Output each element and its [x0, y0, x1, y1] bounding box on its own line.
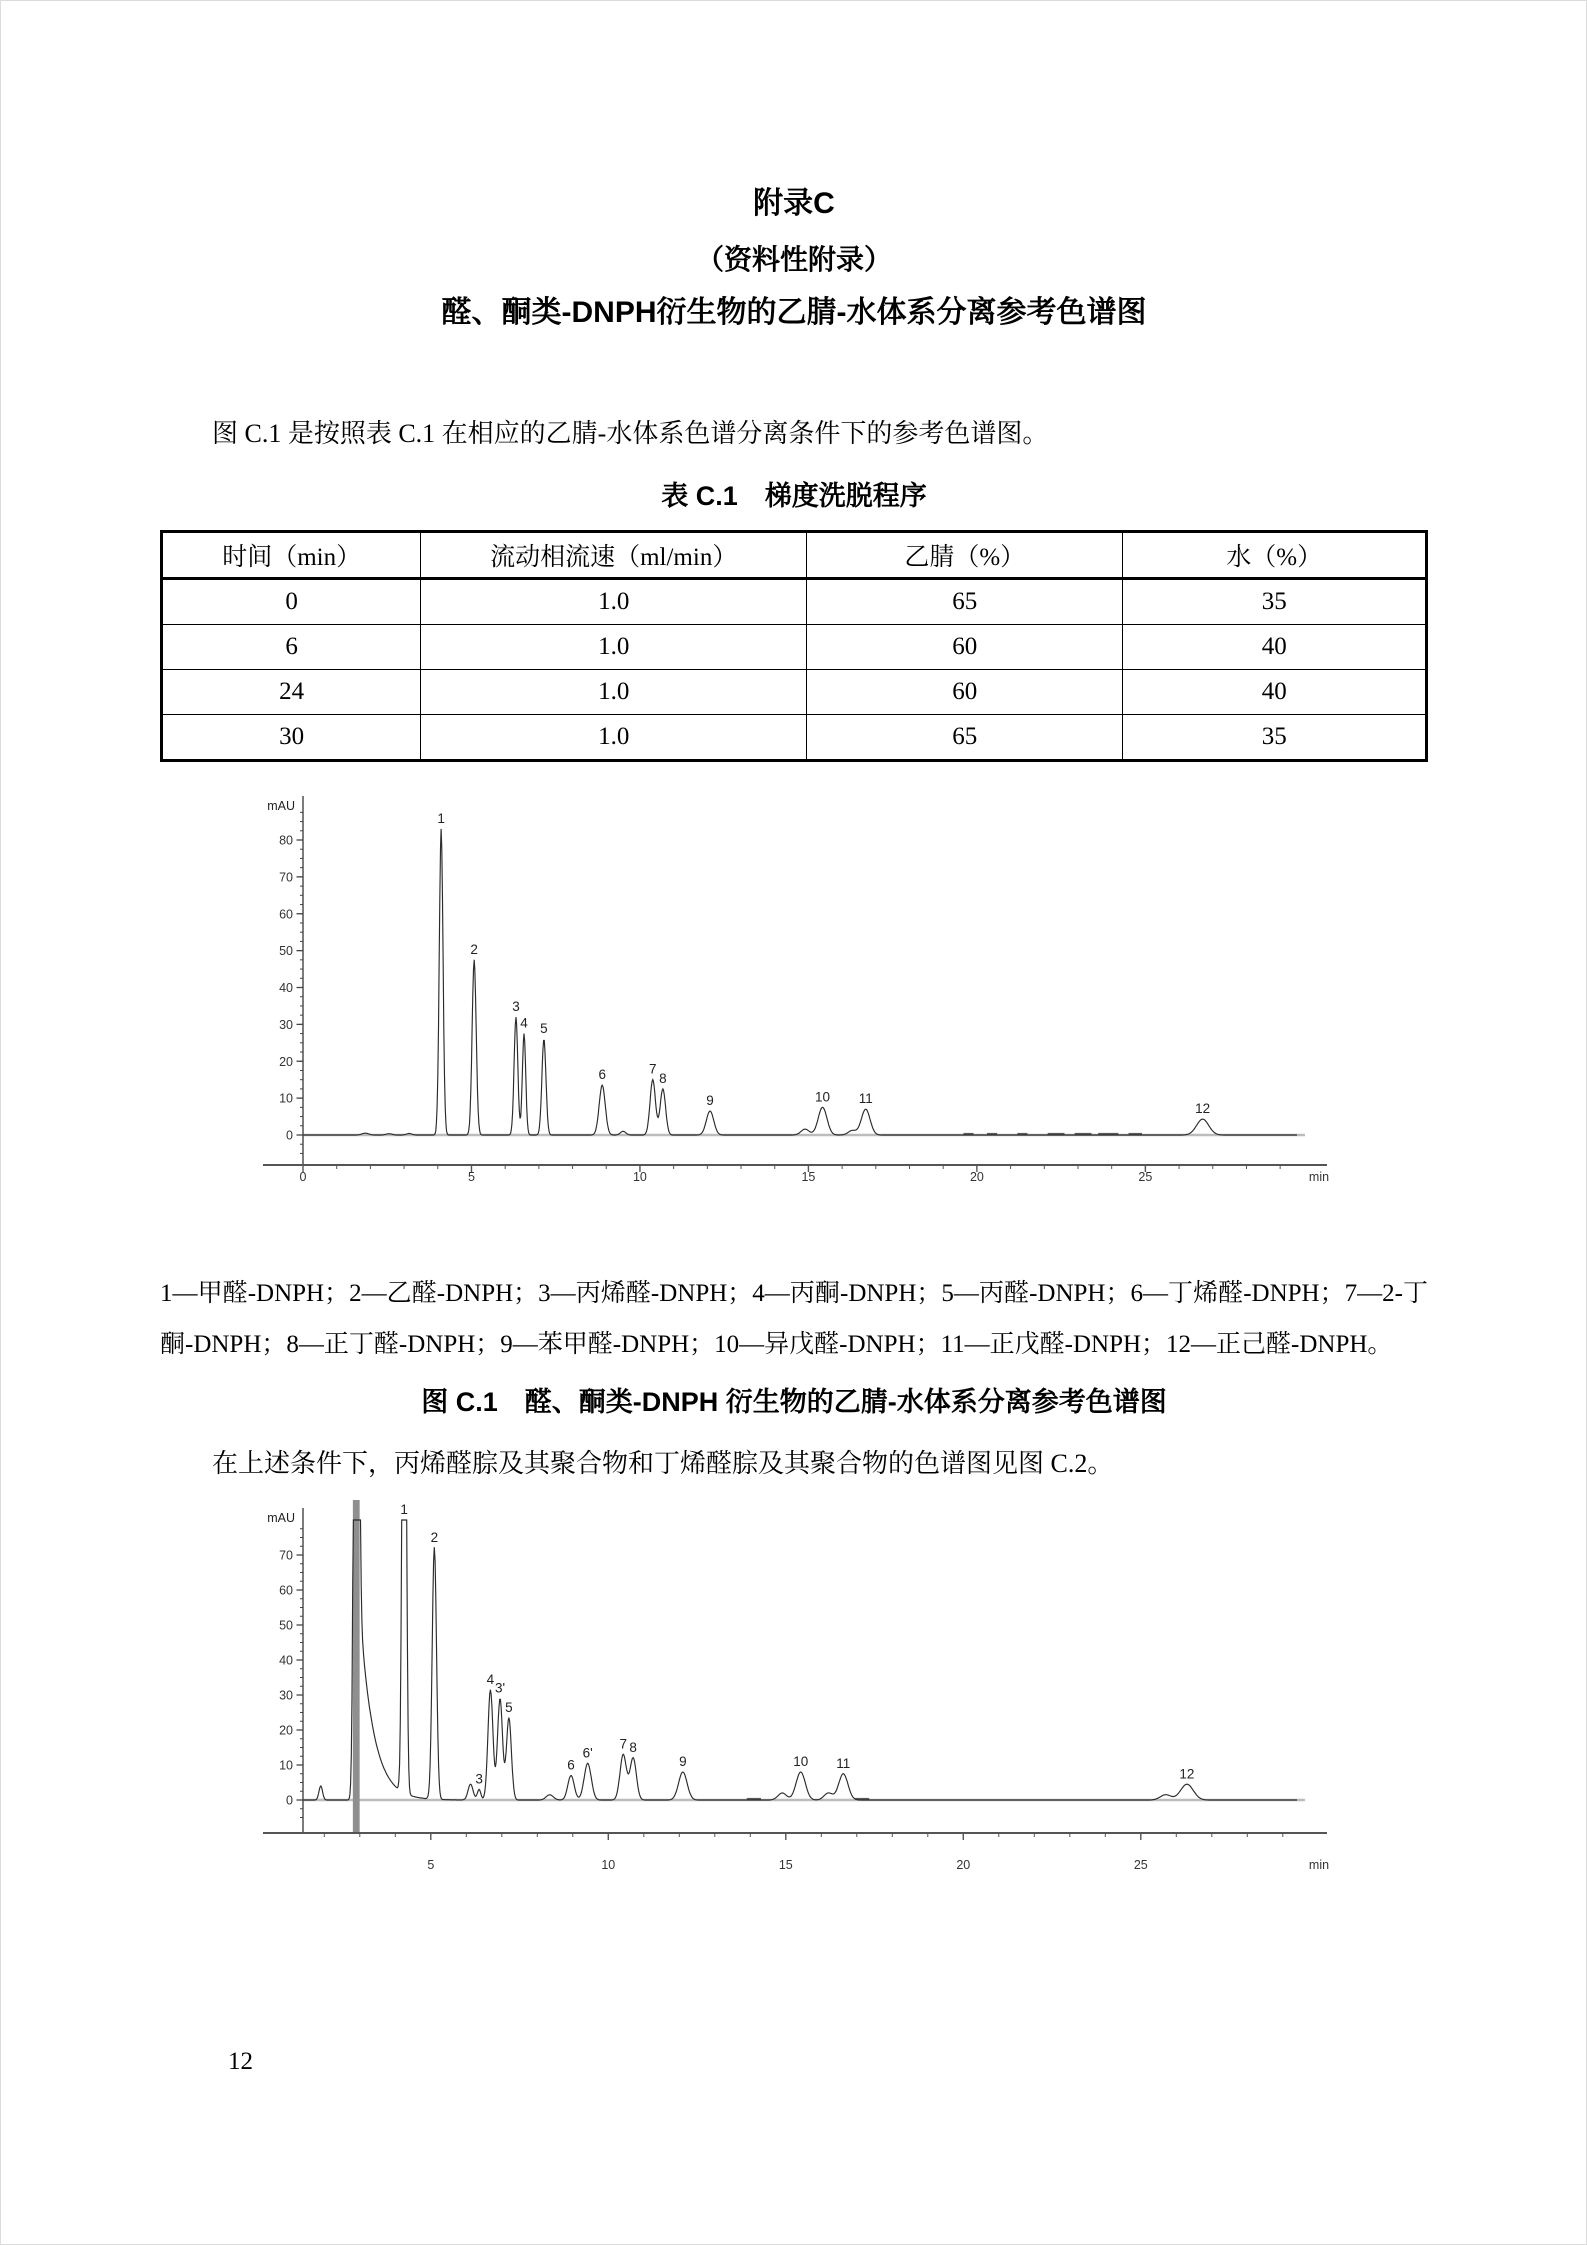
- peak-label: 10: [793, 1754, 809, 1769]
- trace: [303, 829, 1297, 1135]
- y-axis-unit-label: mAU: [267, 799, 295, 813]
- peak-label: 5: [540, 1021, 548, 1037]
- x-tick-label: 0: [299, 1170, 307, 1184]
- table-row: [162, 625, 1427, 670]
- table-cell: 6: [162, 625, 421, 670]
- x-tick-label: 10: [632, 1170, 647, 1184]
- y-tick-label: 30: [279, 1688, 293, 1703]
- figure-caption: 图 C.1 醛、酮类-DNPH 衍生物的乙腈-水体系分离参考色谱图: [421, 1387, 1167, 1417]
- y-tick-label: 70: [279, 1548, 293, 1563]
- y-tick-label: 40: [279, 1653, 293, 1668]
- table-cell: 40: [1123, 670, 1427, 715]
- chromatogram-figure-1: [255, 788, 1335, 1195]
- table-cell: 1.0: [421, 670, 807, 715]
- y-tick-label: 50: [279, 1618, 293, 1633]
- appendix-heading: 醛、酮类-DNPH衍生物的乙腈-水体系分离参考色谱图: [441, 296, 1147, 329]
- peak-label: 1: [437, 810, 445, 826]
- x-axis-unit-label: min: [1308, 1170, 1330, 1184]
- table-row: [162, 579, 1427, 625]
- peak-label: 11: [836, 1755, 851, 1771]
- x-tick-label: 15: [801, 1170, 816, 1184]
- y-tick-label: 0: [286, 1793, 293, 1808]
- table-row: [162, 715, 1427, 761]
- page-number: 12: [228, 2048, 253, 2075]
- y-tick-label: 40: [279, 981, 293, 995]
- x-tick-label: 25: [1138, 1170, 1153, 1184]
- peak-label: 8: [659, 1070, 667, 1086]
- intro-paragraph-1: 图 C.1 是按照表 C.1 在相应的乙腈-水体系色谱分离条件下的参考色谱图。: [212, 419, 1049, 448]
- table-cell: 1.0: [421, 579, 807, 625]
- peak-label: 1: [400, 1502, 408, 1517]
- table-cell: 35: [1123, 715, 1427, 761]
- x-tick-label: 5: [427, 1858, 435, 1872]
- peak-label: 6': [582, 1745, 593, 1761]
- y-tick-label: 30: [279, 1017, 293, 1032]
- chromatogram-plot: [255, 788, 1335, 1190]
- intro-paragraph-2: 在上述条件下，丙烯醛腙及其聚合物和丁烯醛腙及其聚合物的色谱图见图 C.2。: [212, 1449, 1114, 1478]
- table-header-flowrate: 流动相流速（ml/min）: [421, 532, 807, 579]
- y-tick-label: 70: [279, 870, 293, 885]
- peak-label: 12: [1195, 1101, 1211, 1117]
- peak-legend: 1—甲醛-DNPH；2—乙醛-DNPH；3—丙烯醛-DNPH；4—丙酮-DNPH；5—丙醛-DNPH；6—丁烯醛-DNPH；7—2-丁酮-DNPH；8—正丁醛-DNPH；9—苯甲醛-DNPH；10—异戊醛-DNPH；11—正戊醛-DNPH；12—正己醛-DNPH。: [160, 1280, 1428, 1358]
- x-tick-label: 15: [778, 1858, 793, 1872]
- peak-label: 7: [648, 1061, 657, 1077]
- x-tick-label: 25: [1133, 1858, 1148, 1872]
- table-cell: 0: [162, 579, 421, 625]
- y-tick-label: 10: [279, 1758, 293, 1773]
- peak-label: 4: [520, 1015, 528, 1031]
- x-tick-label: 5: [467, 1170, 475, 1184]
- peak-label: 4: [486, 1671, 495, 1687]
- table-header-row: [162, 532, 1427, 579]
- table-header-water: 水（%）: [1123, 532, 1427, 579]
- table-caption: 表 C.1 梯度洗脱程序: [661, 481, 927, 511]
- table-cell: 1.0: [421, 715, 807, 761]
- peak-label: 10: [815, 1089, 831, 1105]
- solvent-band: [353, 1500, 360, 1833]
- peak-label: 3: [512, 999, 520, 1014]
- x-tick-label: 10: [601, 1858, 616, 1872]
- chromatogram-plot: [255, 1498, 1335, 1886]
- peak-label: 9: [679, 1754, 687, 1769]
- peak-label: 2: [430, 1530, 439, 1545]
- peak-label: 6: [567, 1757, 575, 1773]
- y-tick-label: 60: [279, 907, 293, 922]
- table-cell: 35: [1123, 579, 1427, 625]
- peak-label: 2: [470, 941, 478, 957]
- x-tick-label: 20: [956, 1858, 971, 1872]
- peak-label: 3': [494, 1680, 506, 1696]
- table-header-acetonitrile: 乙腈（%）: [807, 532, 1123, 579]
- chromatogram-figure-2: [255, 1498, 1335, 1891]
- appendix-subtitle: （资料性附录）: [695, 244, 892, 275]
- peak-label: 12: [1179, 1766, 1195, 1782]
- y-tick-label: 50: [279, 944, 293, 959]
- table-cell: 60: [807, 670, 1123, 715]
- table-row: [162, 670, 1427, 715]
- table-cell: 65: [807, 579, 1123, 625]
- y-tick-label: 20: [279, 1723, 293, 1738]
- y-tick-label: 10: [279, 1091, 293, 1106]
- peak-label: 9: [706, 1093, 714, 1109]
- y-axis-unit-label: mAU: [267, 1511, 295, 1525]
- peak-label: 11: [858, 1091, 873, 1107]
- x-tick-label: 20: [969, 1170, 984, 1184]
- peak-label: 5: [505, 1699, 513, 1715]
- appendix-title: 附录C: [753, 187, 835, 220]
- table-cell: 1.0: [421, 625, 807, 670]
- y-tick-label: 20: [279, 1054, 293, 1069]
- table-cell: 30: [162, 715, 421, 761]
- table-header-time: 时间（min）: [162, 532, 421, 579]
- peak-label: 3: [475, 1771, 483, 1787]
- gradient-elution-table: [160, 530, 1428, 762]
- y-tick-label: 60: [279, 1583, 293, 1598]
- peak-label: 7: [619, 1736, 627, 1752]
- table-cell: 40: [1123, 625, 1427, 670]
- x-axis-unit-label: min: [1308, 1858, 1330, 1872]
- table-cell: 60: [807, 625, 1123, 670]
- y-tick-label: 80: [279, 833, 293, 848]
- peak-label: 6: [598, 1067, 606, 1083]
- y-tick-label: 0: [286, 1128, 293, 1143]
- table-cell: 65: [807, 715, 1123, 761]
- peak-label: 8: [629, 1740, 637, 1755]
- table-cell: 24: [162, 670, 421, 715]
